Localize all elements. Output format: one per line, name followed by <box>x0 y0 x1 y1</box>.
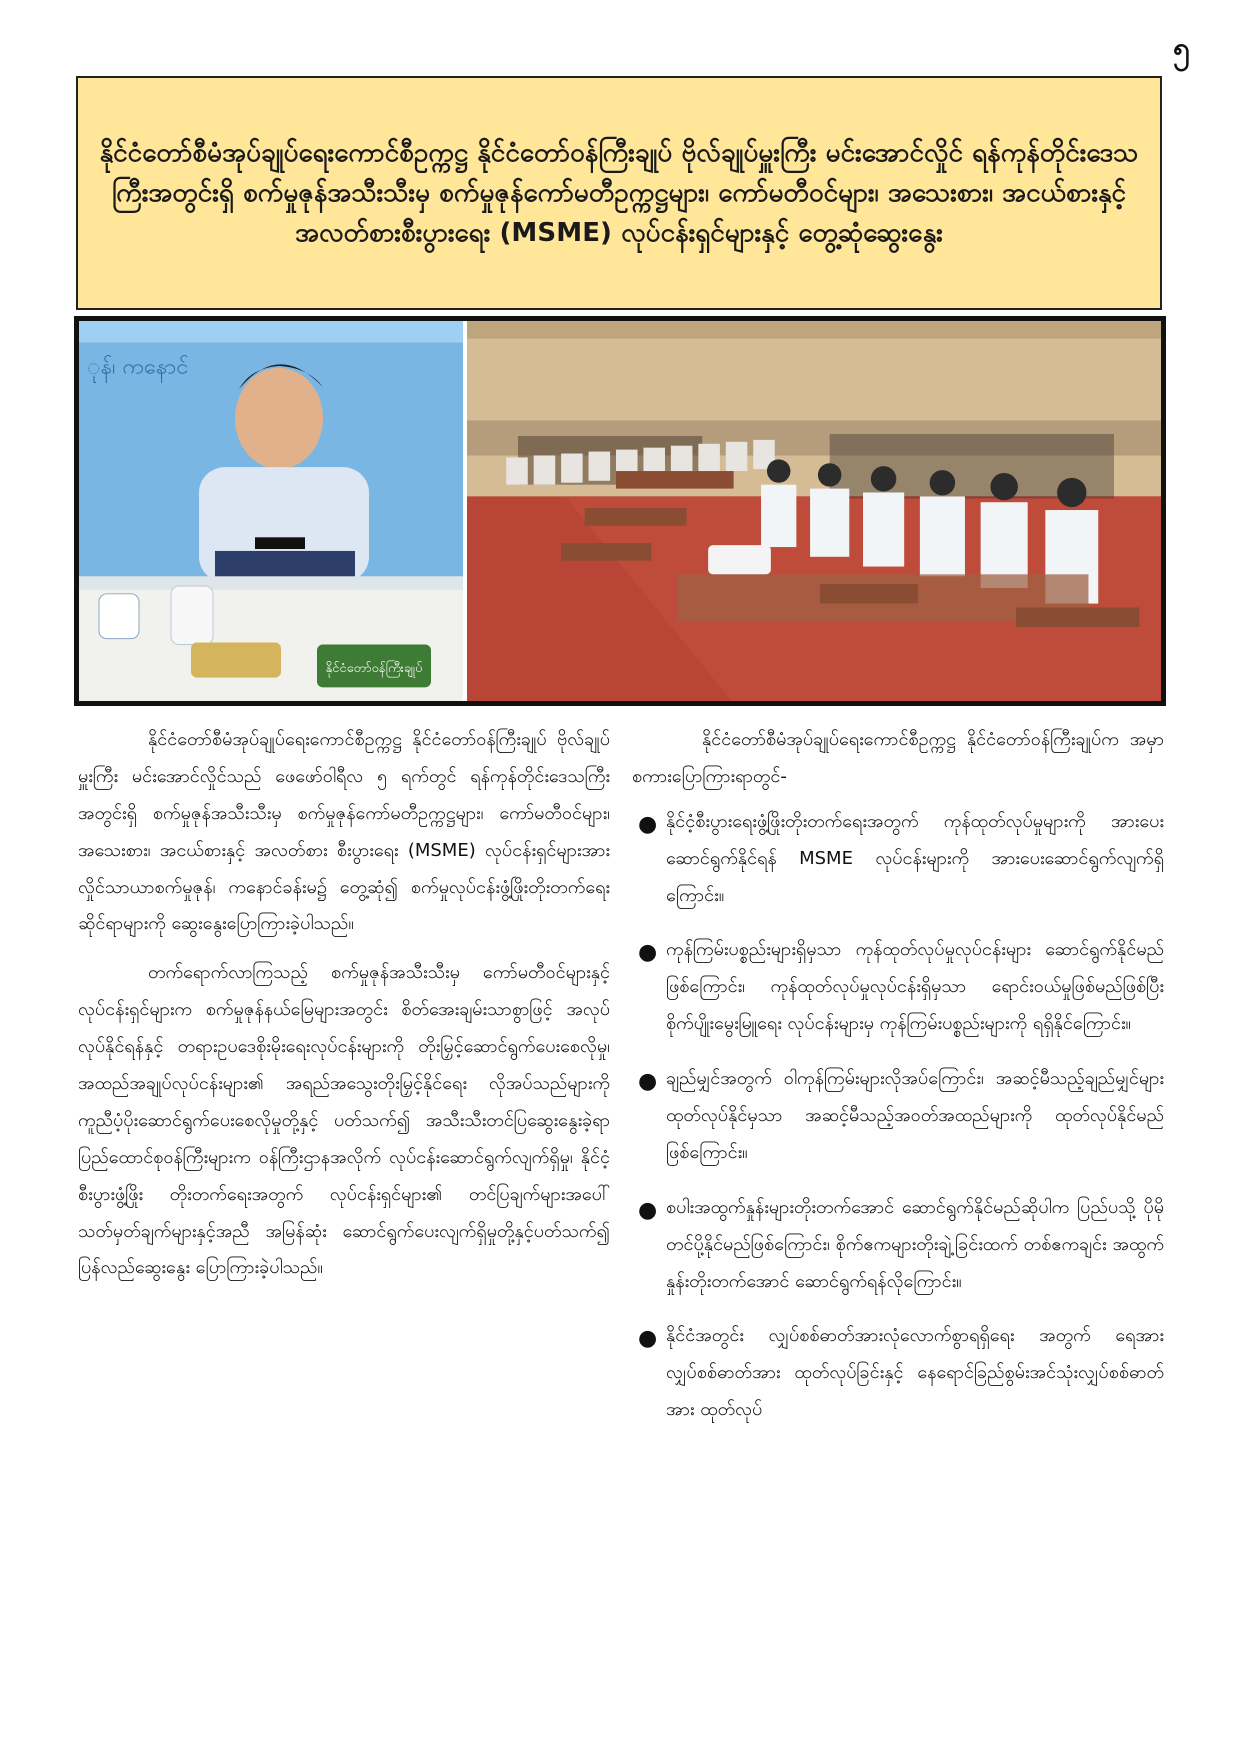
speaker-photo <box>79 321 467 701</box>
bullet-icon: ● <box>638 811 658 837</box>
audience-photo-illustration <box>467 321 1161 701</box>
speech-point-text: ကုန်ကြမ်းပစ္စည်းများရှိမှသာ ကုန်ထုတ်လုပ်မှုလုပ်ငန်းများ ဆောင်ရွက်နိုင်မည်ဖြစ်ကြောင်း၊ ကုန်ထုတ်လုပ်မှုလုပ်ငန်းရှိမှသာ ရောင်းဝယ်မှုဖြစ်မည်ဖြစ်ပြီး စိုက်ပျိုးမွေးမြူရေး လုပ်ငန်းများမှ ကုန်ကြမ်းပစ္စည်းများကို ရရှိနိုင်ကြောင်း။ <box>666 939 1164 1035</box>
right-intro: နိုင်ငံတော်စီမံအုပ်ချုပ်ရေးကောင်စီဥက္ကဋ္ဌ နိုင်ငံတော်ဝန်ကြီးချုပ်က အမှာစကားပြောကြားရာတွင်- <box>632 729 1164 787</box>
bullet-icon: ● <box>638 1326 658 1352</box>
left-paragraph-2: တက်ရောက်လာကြသည့် စက်မှုဇုန်အသီးသီးမှ ကော်မတီဝင်များနှင့် လုပ်ငန်းရှင်များက စက်မှုဇုန်နယ်မြေများအတွင်း စိတ်အေးချမ်းသာစွာဖြင့် အလုပ်လုပ်နိုင်ရန်နှင့် တရားဥပဒေစိုးမိုးရေးလုပ်ငန်းများကို တိုးမြှင့်ဆောင်ရွက်ပေးစေလိုမှု၊ အထည်အချုပ်လုပ်ငန်းများ၏ အရည်အသွေးတိုးမြှင့်နိုင်ရေး လိုအပ်သည်များကို ကူညီပံ့ပိုးဆောင်ရွက်ပေးစေလိုမှုတို့နှင့် ပတ်သက်၍ အသီးသီးတင်ပြဆွေးနွေးခဲ့ရာ ပြည်ထောင်စုဝန်ကြီးများက ဝန်ကြီးဌာနအလိုက် လုပ်ငန်းဆောင်ရွက်လျက်ရှိမှု၊ နိုင်ငံ့စီးပွားဖွံ့ဖြိုး တိုးတက်ရေးအတွက် လုပ်ငန်းရှင်များ၏ တင်ပြချက်များအပေါ် သတ်မှတ်ချက်များနှင့်အညီ အမြန်ဆုံး ဆောင်ရွက်ပေးလျက်ရှိမှုတို့နှင့်ပတ်သက်၍ ပြန်လည်ဆွေးနွေး ပြောကြားခဲ့ပါသည်။ <box>78 962 610 1279</box>
backdrop-text: ုန်၊ ကနောင် <box>87 354 189 380</box>
article-title: နိုင်ငံတော်စီမံအုပ်ချုပ်ရေးကောင်စီဥက္ကဋ္ဌ နိုင်ငံတော်ဝန်ကြီးချုပ် ဗိုလ်ချုပ်မှူးကြီး မင်းအောင်လှိုင် ရန်ကုန်တိုင်းဒေသကြီးအတွင်းရှိ စက်မှုဇုန်အသီးသီးမှ စက်မှုဇုန်ကော်မတီဥက္ကဋ္ဌများ၊ ကော်မတီဝင်များ၊ အသေးစား၊ အငယ်စားနှင့် အလတ်စားစီးပွားရေး (MSME) လုပ်ငန်းရှင်များနှင့် တွေ့ဆုံဆွေးနွေး <box>99 137 1139 249</box>
photo-panel <box>74 316 1166 706</box>
speech-point <box>632 804 1164 915</box>
speech-point <box>632 932 1164 1043</box>
article-title-box <box>76 76 1162 310</box>
audience-photo <box>467 321 1161 701</box>
speech-point <box>632 1190 1164 1301</box>
speaker-photo-illustration <box>79 321 463 701</box>
speech-point <box>632 1318 1164 1429</box>
left-column <box>78 722 610 1722</box>
page-number: ၅ <box>1173 31 1190 66</box>
speech-points-list <box>632 804 1164 1429</box>
speech-point <box>632 1061 1164 1172</box>
bullet-icon: ● <box>638 1069 658 1095</box>
speech-point-text: စပါးအထွက်နှုန်းများတိုးတက်အောင် ဆောင်ရွက်နိုင်မည်ဆိုပါက ပြည်ပသို့ ပိုမိုတင်ပို့နိုင်မည်ဖြစ်ကြောင်း၊ စိုက်ဧကများတိုးချဲ့ခြင်းထက် တစ်ဧကချင်း အထွက်နှုန်းတိုးတက်အောင် ဆောင်ရွက်ရန်လိုကြောင်း။ <box>666 1196 1164 1292</box>
right-column <box>632 722 1164 1722</box>
bullet-icon: ● <box>638 940 658 966</box>
speech-point-text: နိုင်ငံအတွင်း လျှပ်စစ်ဓာတ်အားလုံလောက်စွာရရှိရေး အတွက် ရေအားလျှပ်စစ်ဓာတ်အား ထုတ်လုပ်ခြင်းနှင့် နေရောင်ခြည်စွမ်းအင်သုံးလျှပ်စစ်ဓာတ်အား ထုတ်လုပ် <box>666 1325 1164 1421</box>
left-paragraph-1: နိုင်ငံတော်စီမံအုပ်ချုပ်ရေးကောင်စီဥက္ကဋ္ဌ နိုင်ငံတော်ဝန်ကြီးချုပ် ဗိုလ်ချုပ်မှူးကြီး မင်းအောင်လှိုင်သည် ဖေဖော်ဝါရီလ ၅ ရက်တွင် ရန်ကုန်တိုင်းဒေသကြီးအတွင်းရှိ စက်မှုဇုန်အသီးသီးမှ စက်မှုဇုန်ကော်မတီဥက္ကဋ္ဌများ၊ ကော်မတီဝင်များ၊ အသေးစား၊ အငယ်စားနှင့် အလတ်စား စီးပွားရေး (MSME) လုပ်ငန်းရှင်များအား လှိုင်သာယာစက်မှုဇုန်၊ ကနောင်ခန်းမ၌ တွေ့ဆုံ၍ စက်မှုလုပ်ငန်းဖွံ့ဖြိုးတိုးတက်ရေးဆိုင်ရာများကို ဆွေးနွေးပြောကြားခဲ့ပါသည်။ <box>78 729 610 935</box>
bullet-icon: ● <box>638 1197 658 1223</box>
speech-point-text: ချည်မျှင်အတွက် ဝါကုန်ကြမ်းများလိုအပ်ကြောင်း၊ အဆင့်မီသည့်ချည်မျှင်များ ထုတ်လုပ်နိုင်မှသာ အဆင့်မီသည့်အဝတ်အထည်များကို ထုတ်လုပ်နိုင်မည်ဖြစ်ကြောင်း။ <box>666 1068 1164 1163</box>
article-columns <box>78 722 1164 1722</box>
speech-point-text: နိုင်ငံ့စီးပွားရေးဖွံ့ဖြိုးတိုးတက်ရေးအတွက် ကုန်ထုတ်လုပ်မှုများကို အားပေးဆောင်ရွက်နိုင်ရန် MSME လုပ်ငန်းများကို အားပေးဆောင်ရွက်လျက်ရှိကြောင်း။ <box>666 810 1164 906</box>
nameplate-text: နိုင်ငံတော်ဝန်ကြီးချုပ် <box>325 660 423 676</box>
